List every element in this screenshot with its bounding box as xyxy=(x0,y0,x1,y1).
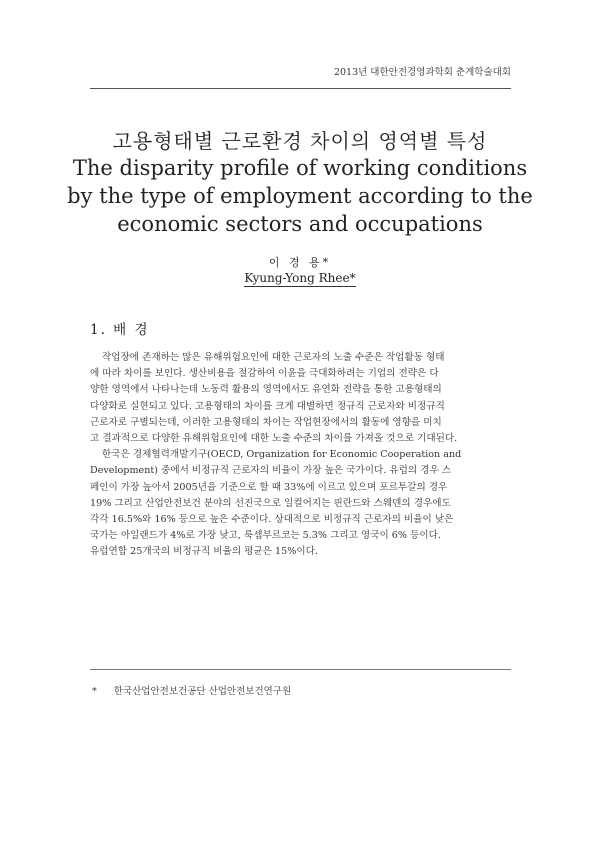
body-line: 국가는 아일랜드가 4%로 가장 낮고, 룩셈부르코는 5.3% 그리고 영국이 6% 등이다. xyxy=(90,530,441,542)
body-line: 양한 영역에서 나타나는데 노동력 활용의 영역에서도 유연화 전략을 통한 고용형태의 xyxy=(90,384,442,396)
body-line: 19% 그리고 산업안전보건 분야의 선진국으로 일컬어지는 핀란드와 스웨덴의 경우에도 xyxy=(90,497,451,509)
body-line: 한국은 경제협력개발기구(OECD, Organization for Economic Cooperation and xyxy=(102,449,462,461)
title-english-line: The disparity profile of working conditions xyxy=(72,156,528,180)
body-line: 각각 16.5%와 16% 등으로 높은 수준이다. 상대적으로 비정규직 근로자의 비율이 낮은 xyxy=(90,514,454,526)
author-korean: 이 경 용* xyxy=(268,256,332,269)
author-english-name: Kyung-Yong Rhee* xyxy=(244,271,356,285)
body-line: 작업장에 존재하는 많은 유해위험요인에 대한 근로자의 노출 수준은 작업활동 형태 xyxy=(102,352,445,363)
footnote-divider xyxy=(90,669,511,670)
body-line: Development) 중에서 비정규직 근로자의 비율이 가장 높은 국가이다. 유럽의 경우 스 xyxy=(90,465,452,477)
body-line: 에 따라 차이를 보인다. 생산비용을 절감하여 이윤을 극대화하려는 기업의 전략은 다 xyxy=(90,368,439,380)
author-english xyxy=(0,271,600,285)
footnote-text: 한국산업안전보건공단 산업안전보건연구원 xyxy=(113,686,292,697)
body-line: 유럽연합 25개국의 비정규직 비율의 평균은 15%이다. xyxy=(90,546,318,558)
title-korean: 고용형태별 근로환경 차이의 영역별 특성 xyxy=(112,129,488,153)
running-header xyxy=(90,66,511,89)
running-title: 2013년 대한안전경영과학회 춘계학술대회 xyxy=(333,67,511,78)
footnote-mark: * xyxy=(92,686,97,697)
body-line: 다양화로 실현되고 있다. 고용형태의 차이를 크게 대별하면 정규직 근로자와 비정규직 xyxy=(90,400,445,412)
section-heading: 1. 배 경 xyxy=(90,322,150,338)
body-line: 근로자로 구별되는데, 이러한 고용형태의 차이는 작업현장에서의 활동에 영향을 미치 xyxy=(90,416,442,428)
body-line: 페인이 가장 높아서 2005년을 기준으로 할 때 33%에 이르고 있으며 포르투갈의 경우 xyxy=(90,481,448,493)
footnote xyxy=(92,683,291,697)
body-line: 고 결과적으로 다양한 유해위험요인에 대한 노출 수준의 차이를 가져올 것으로 기대된다. xyxy=(90,433,458,445)
title-english-line: economic sectors and occupations xyxy=(117,212,483,236)
body-paragraphs xyxy=(90,350,511,561)
title-english-line: by the type of employment according to the xyxy=(67,184,533,208)
title-english xyxy=(0,154,600,238)
